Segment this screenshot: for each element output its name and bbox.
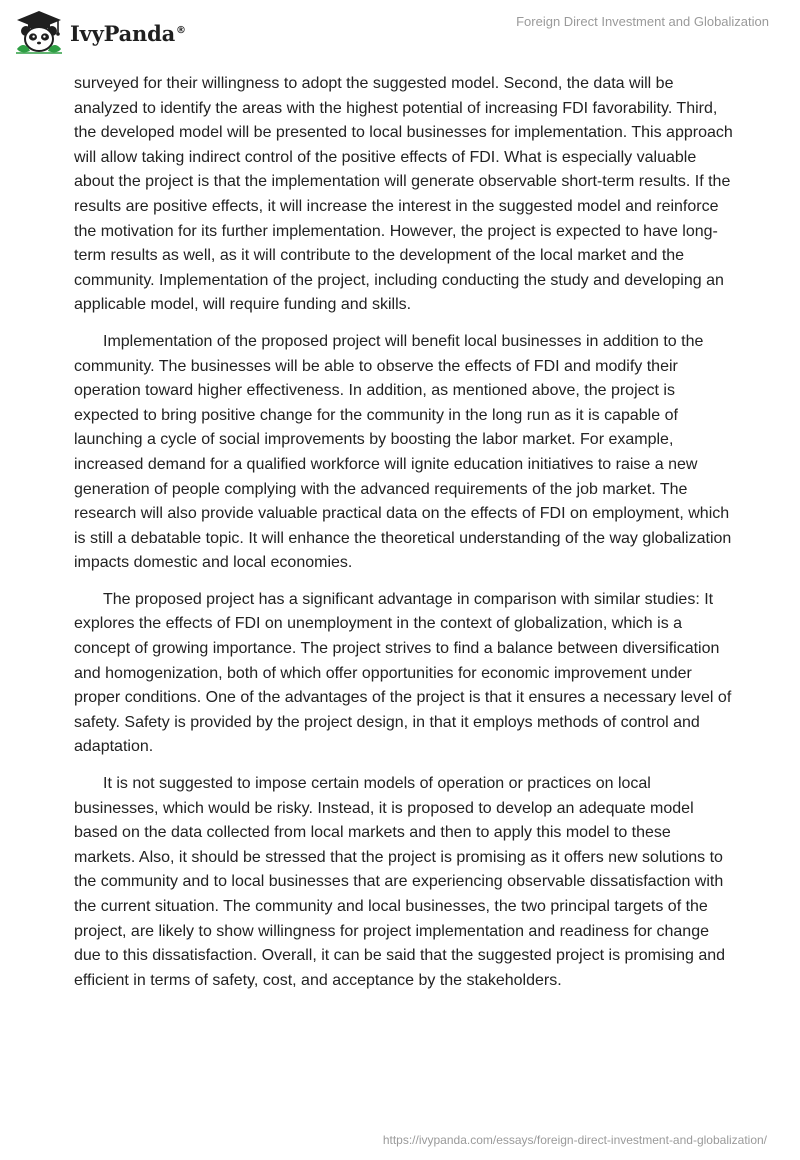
- registered-mark: ®: [176, 24, 186, 36]
- paragraph-4: It is not suggested to impose certain models of operation or practices on local businesses, which would be risky. Instead, it is proposed to develop an adequate model based on the data collected from local markets and then to apply this model to these markets. Also, it should be stressed that the project is promising as it offers new solutions to the community and to local businesses that are experiencing observable dissatisfaction with the current situation. The community and local businesses, the two principal targets of the project, are likely to show willingness for project implementation and readiness for change due to this dissatisfaction. Overall, it can be said that the suggested project is promising and efficient in terms of safety, cost, and acceptance by the stakeholders.: [74, 775, 726, 989]
- paragraph-3: The proposed project has a significant advantage in comparison with similar studies: It explores the effects of FDI on unemployment in the context of globalization, which is a concept of growing importance. The project strives to find a balance between diversification and homogenization, both of which offer opportunities for economic improvement under proper conditions. One of the advantages of the project is that it ensures a necessary level of safety. Safety is provided by the project design, in that it employs methods of control and adaptation.: [74, 590, 732, 756]
- ivypanda-logo[interactable]: [14, 8, 186, 56]
- document-title: Foreign Direct Investment and Globalization: [516, 14, 769, 29]
- paragraph-1: surveyed for their willingness to adopt the suggested model. Second, the data will be analyzed to identify the areas with the highest potential of increasing FDI favorability. Third, the developed model will be presented to local businesses for implementation. This approach will allow taking indirect control of the positive effects of FDI. What is especially valuable about the project is that the implementation will generate observable short-term results. If the results are positive effects, it will increase the interest in the suggested model and reinforce the motivation for its further implementation. However, the project is expected to have long-term results as well, as it will contribute to the development of the local market and the community. Implementation of the project, including conducting the study and developing an applicable model, will require funding and skills.: [74, 75, 733, 314]
- panda-graduate-icon: [14, 9, 64, 55]
- essay-body: [74, 72, 734, 1005]
- logo-wordmark: IvyPanda®: [70, 20, 186, 46]
- page-header: [0, 0, 800, 70]
- source-url-link[interactable]: https://ivypanda.com/essays/foreign-direct-investment-and-globalization/: [382, 1133, 767, 1147]
- paragraph-2: Implementation of the proposed project will benefit local businesses in addition to the community. The businesses will be able to observe the effects of FDI and modify their operation toward higher effectiveness. In addition, as mentioned above, the project is expected to bring positive change for the community in the long run as it is capable of launching a cycle of social improvements by boosting the labor market. For example, increased demand for a qualified workforce will ignite education initiatives to raise a new generation of people complying with the advanced requirements of the job market. The research will also provide valuable practical data on the effects of FDI on employment, which is still a debatable topic. It will enhance the theoretical understanding of the way globalization impacts domestic and local economies.: [74, 332, 732, 572]
